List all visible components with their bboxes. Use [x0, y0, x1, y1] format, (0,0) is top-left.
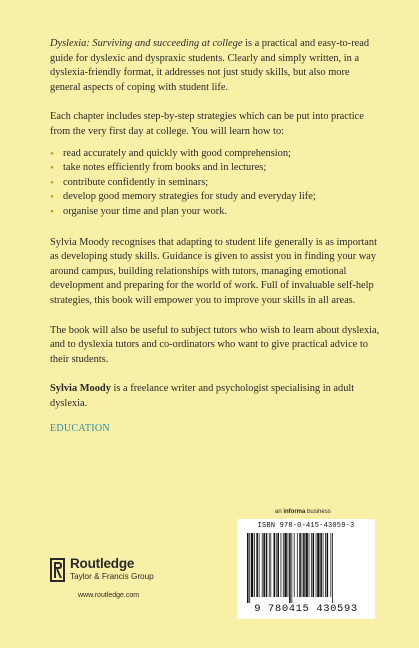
bullet-icon: •: [50, 147, 54, 160]
recognition-paragraph: Sylvia Moody recognises that adapting to student life generally is as important as developing study skills. Guidance is given to assist you in finding your way around campus, building relationships with tutors, managing emotional development and preparing for the world of work. Full of invaluable self-help strategies, this book will empower you to improve your skills in all areas.: [50, 236, 377, 306]
barcode-bar: [284, 533, 286, 597]
tutors-paragraph: The book will also be useful to subject tutors who wish to learn about dyslexia, and to dyslexia tutors and co-ordinators who want to give practical advice to their students.: [50, 324, 380, 365]
barcode-bar: [320, 533, 322, 597]
bullet-icon: •: [50, 162, 54, 175]
category-label: EDUCATION: [50, 423, 110, 435]
barcode-bar: [332, 533, 333, 603]
list-item: [50, 161, 380, 176]
informa-business-tag: [275, 509, 331, 515]
publisher-url: www.routledge.com: [78, 592, 140, 599]
publisher-block: [50, 556, 200, 606]
routledge-r-logo-icon: [50, 558, 65, 582]
barcode-block: [237, 519, 375, 619]
chapters-paragraph: Each chapter includes step-by-step strategies which can be put into practice from the very first day at college. You will learn how to:: [50, 111, 364, 137]
barcode-bar: [289, 533, 291, 603]
barcode-bar: [316, 533, 317, 597]
bullet-icon: •: [50, 176, 54, 189]
informa-prefix: an: [275, 509, 284, 515]
author-name: Sylvia Moody: [50, 383, 111, 395]
barcode-bar: [266, 533, 268, 597]
author-bio: is a freelance writer and psychologist specialising in adult dyslexia.: [50, 383, 355, 409]
barcode-bar: [303, 533, 305, 597]
bullet-icon: •: [50, 191, 54, 204]
list-item-text: contribute confidently in seminars;: [63, 176, 209, 188]
barcode-bar: [269, 533, 270, 597]
bullet-icon: •: [50, 205, 54, 218]
intro-text: is a practical and easy-to-read guide for dyslexic and dyspraxic students. Clearly and simply written, in a dyslexia-friendly format, it addresses not just study skills, but also more general aspects of coping with student life.: [50, 38, 370, 93]
barcode-bar: [297, 533, 298, 597]
book-title: Dyslexia: Surviving and succeeding at college: [50, 38, 243, 49]
list-item-text: take notes efficiently from books and in lectures;: [63, 162, 267, 174]
barcode-bar: [291, 533, 292, 603]
barcode-bar: [323, 533, 324, 597]
barcode-bar: [270, 533, 271, 597]
barcode-bar: [251, 533, 253, 597]
list-item: [50, 205, 380, 220]
isbn-label: ISBN 978-0-415-43059-3: [257, 522, 355, 530]
barcode-icon: [245, 533, 367, 603]
barcode-bar: [311, 533, 312, 597]
barcode-bar: [330, 533, 331, 597]
barcode-bar: [274, 533, 276, 597]
list-item: [50, 147, 380, 162]
barcode-bar: [281, 533, 282, 597]
barcode-bar: [262, 533, 263, 597]
barcode-bar: [327, 533, 329, 597]
barcode-digits: 9 780415 430593: [254, 603, 358, 615]
barcode-bar: [302, 533, 303, 597]
barcode-bar: [306, 533, 308, 597]
publisher-name: Routledge: [70, 556, 135, 571]
barcode-bar: [254, 533, 255, 597]
barcode-bar: [313, 533, 315, 597]
informa-brand: informa: [283, 509, 306, 515]
barcode-bar: [249, 533, 250, 603]
barcode-bar: [325, 533, 326, 597]
barcode-bar: [263, 533, 265, 597]
barcode-bar: [309, 533, 310, 597]
list-item: [50, 190, 380, 205]
list-item-text: organise your time and plan your work.: [63, 205, 228, 217]
barcode-bar: [259, 533, 260, 597]
back-cover-text: [50, 37, 380, 437]
learn-list: [50, 147, 380, 220]
barcode-bar: [294, 533, 295, 597]
informa-suffix: business: [305, 509, 331, 515]
barcode-bar: [299, 533, 301, 597]
barcode-bar: [256, 533, 258, 597]
list-item: [50, 176, 380, 191]
barcode-bar: [247, 533, 249, 603]
barcode-bar: [283, 533, 284, 597]
author-paragraph: [50, 382, 380, 411]
list-item-text: develop good memory strategies for study and everyday life;: [63, 191, 316, 203]
list-item-text: read accurately and quickly with good comprehension;: [63, 147, 291, 159]
barcode-bar: [288, 533, 289, 597]
publisher-group: Taylor & Francis Group: [70, 572, 154, 581]
barcode-bar: [276, 533, 277, 597]
barcode-bar: [277, 533, 279, 597]
intro-paragraph: [50, 37, 380, 95]
barcode-bar: [317, 533, 319, 597]
